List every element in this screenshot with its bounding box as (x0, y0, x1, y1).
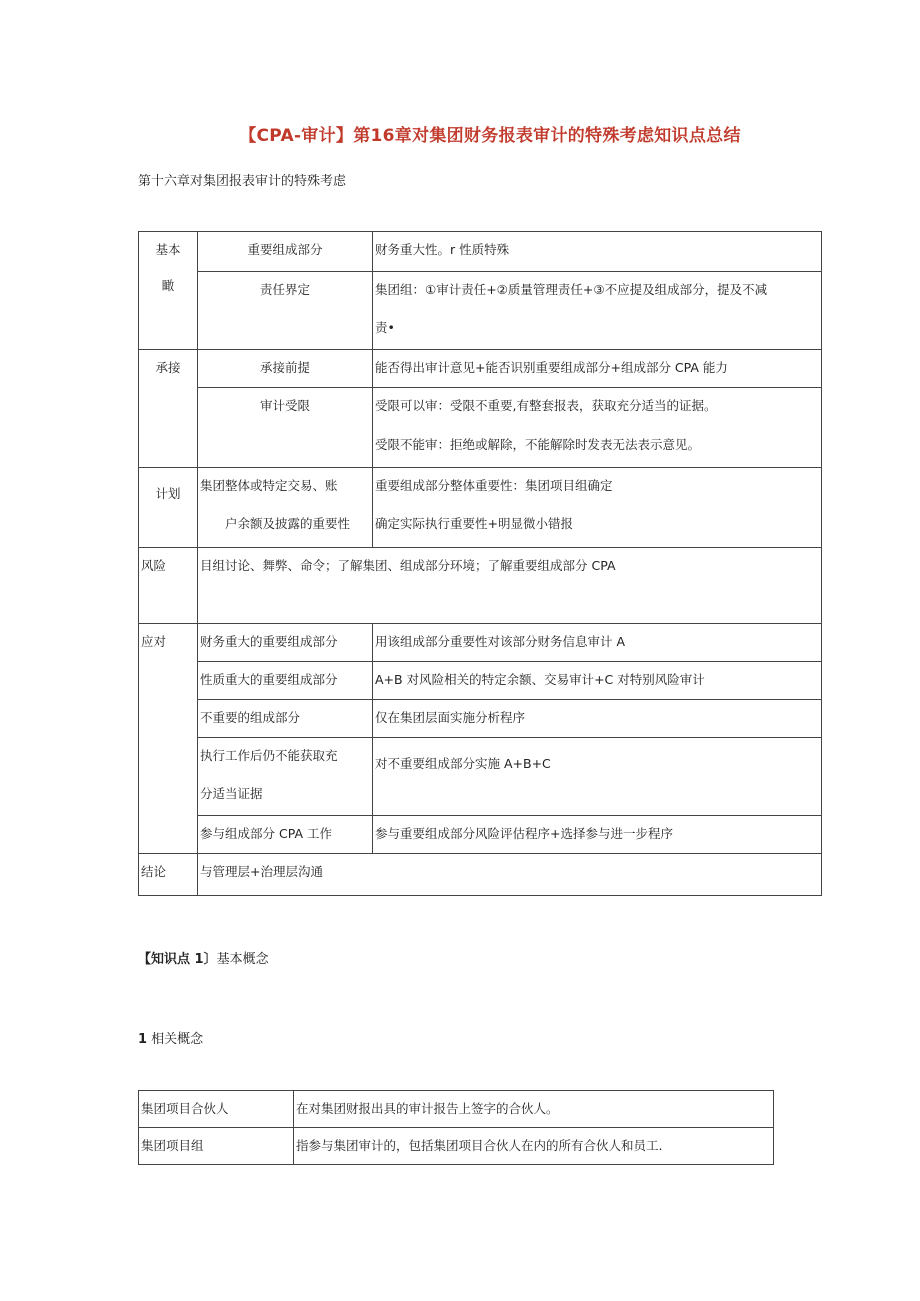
basic-val-2: 集团组：①审计责任+②质量管理责任+③不应提及组成部分，提及不减 责• (373, 272, 822, 350)
respond-key-1: 财务重大的重要组成部分 (198, 624, 373, 662)
basic-val-1: 财务重大性。r 性质特殊 (373, 232, 822, 272)
section-plan: 计划 (139, 468, 198, 548)
concept-table (138, 1090, 774, 1165)
section-basic: 基本 瞰 (139, 232, 198, 350)
respond-key-3: 不重要的组成部分 (198, 700, 373, 738)
respond-val-3: 仅在集团层面实施分析程序 (373, 700, 822, 738)
accept-key-1: 承接前提 (198, 350, 373, 388)
section-accept: 承接 (139, 350, 198, 468)
respond-val-1: 用该组成部分重要性对该部分财务信息审计 A (373, 624, 822, 662)
section-respond: 应对 (139, 624, 198, 854)
chapter-subtitle: 第十六章对集团报表审计的特殊考虑 (138, 174, 347, 189)
respond-val-2: A+B 对风险相关的特定余额、交易审计+C 对特别风险审计 (373, 662, 822, 700)
plan-key: 集团整体或特定交易、账 户余额及披露的重要性 (198, 468, 373, 548)
concept-term: 集团项目合伙人 (139, 1091, 294, 1128)
respond-key-2: 性质重大的重要组成部分 (198, 662, 373, 700)
respond-val-4: 对不重要组成部分实施 A+B+C (373, 738, 822, 816)
accept-val-1: 能否得出审计意见+能否识别重要组成部分+组成部分 CPA 能力 (373, 350, 822, 388)
basic-key-1: 重要组成部分 (198, 232, 373, 272)
section-risk: 风险 (139, 548, 198, 624)
concept-definition: 在对集团财报出具的审计报告上签字的合伙人。 (294, 1091, 774, 1128)
related-concepts-heading: 1 相关概念 (138, 1032, 204, 1047)
respond-key-4: 执行工作后仍不能获取充 分适当证据 (198, 738, 373, 816)
conclusion-val: 与管理层+治理层沟通 (198, 854, 822, 896)
respond-key-5: 参与组成部分 CPA 工作 (198, 816, 373, 854)
accept-val-2: 受限可以审：受限不重要,有整套报表，获取充分适当的证据。 受限不能审：拒绝或解除，不能解除时发表无法表示意见。 (373, 388, 822, 468)
risk-val: 目组讨论、舞弊、命令；了解集团、组成部分环境；了解重要组成部分 CPA (198, 548, 822, 624)
plan-val: 重要组成部分整体重要性：集团项目组确定 确定实际执行重要性+明显微小错报 (373, 468, 822, 548)
summary-table (138, 231, 822, 896)
concept-term: 集团项目组 (139, 1128, 294, 1165)
concept-definition: 指参与集团审计的，包括集团项目合伙人在内的所有合伙人和员工. (294, 1128, 774, 1165)
knowledge-point-heading: 【知识点 1〕基本概念 (138, 952, 269, 967)
accept-key-2: 审计受限 (198, 388, 373, 468)
respond-val-5: 参与重要组成部分风险评估程序+选择参与进一步程序 (373, 816, 822, 854)
section-conclusion: 结论 (139, 854, 198, 896)
basic-key-2: 责任界定 (198, 272, 373, 350)
page-title: 【CPA-审计】第16章对集团财务报表审计的特殊考虑知识点总结 (239, 126, 741, 146)
